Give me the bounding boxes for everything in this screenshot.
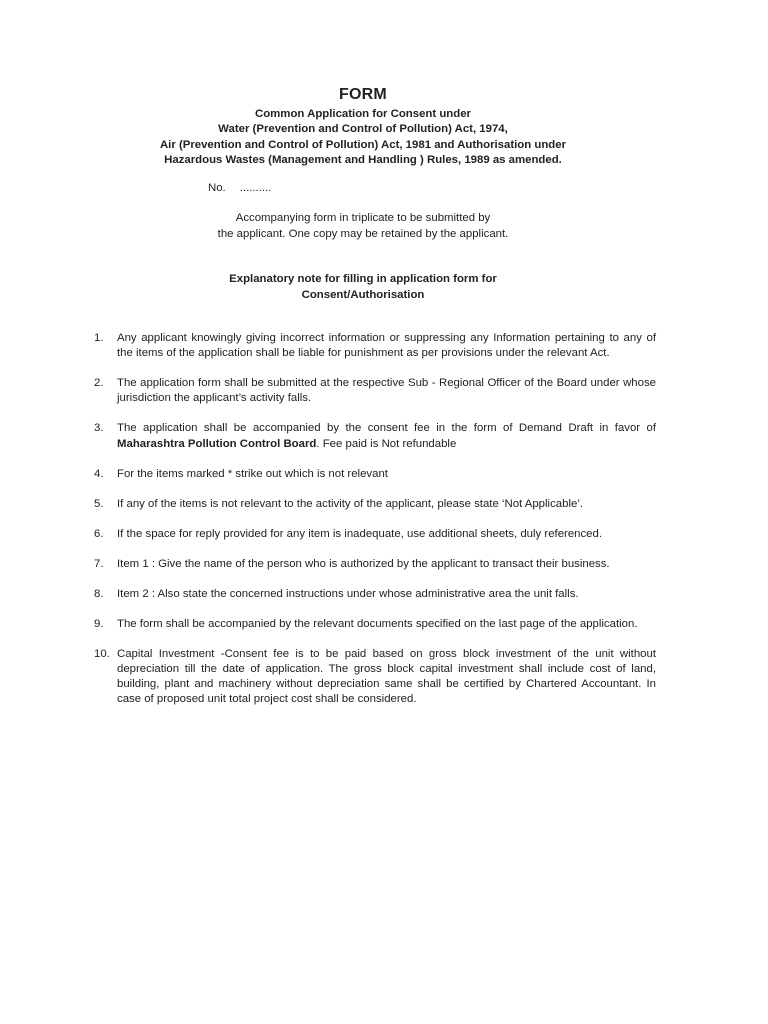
note-text: Item 1 : Give the name of the person who is authorized by the applicant to transact their business. [117,557,610,570]
list-item [94,497,656,512]
form-number-label: No. [208,182,226,194]
note-number: 7. [94,557,104,570]
note-text: The form shall be accompanied by the relevant documents specified on the last page of the application. [117,617,638,630]
board-name: Maharashtra Pollution Control Board [117,437,317,450]
list-item [94,467,656,482]
accompany-line: the applicant. One copy may be retained by the applicant. [217,227,509,240]
note-number: 4. [94,467,104,480]
note-number: 9. [94,617,104,630]
note-text: . Fee paid is Not refundable [316,437,457,450]
note-text: Any applicant knowingly giving incorrect information or suppressing any Information pertaining to any of the items of the application shall be liable for punishment as per provisions under the relevant Act. [117,332,656,360]
subtitle-line: Air (Prevention and Control of Pollution) Act, 1981 and Authorisation under [159,138,567,151]
note-number: 10. [94,647,110,660]
note-text: Item 2 : Also state the concerned instructions under whose administrative area the unit falls. [117,587,579,600]
subtitle-line: Hazardous Wastes (Management and Handling ) Rules, 1989 as amended. [164,153,562,166]
list-item [94,557,656,572]
explanatory-notes-list [94,331,656,722]
note-number: 8. [94,587,104,600]
form-number [208,182,271,194]
note-text: If the space for reply provided for any item is inadequate, use additional sheets, duly referenced. [117,527,603,540]
note-text: The application form shall be submitted at the respective Sub - Regional Officer of the Board under whose jurisdiction the applicant’s activity falls. [117,377,656,405]
list-item [94,617,656,632]
list-item [94,421,656,451]
subtitle-line: Water (Prevention and Control of Pollution) Act, 1974, [218,123,508,136]
note-text: Capital Investment -Consent fee is to be paid based on gross block investment of the unit without depreciation till the date of application. The gross block capital investment shall include cost of land, building, plant and machinery without depreciation same shall be certified by Chartered Accountant. In case of proposed unit total project cost shall be considered. [117,647,656,706]
form-title: FORM [339,86,387,103]
note-number: 2. [94,377,104,390]
explanatory-heading-line: Consent/Authorisation [301,288,425,301]
list-item [94,587,656,602]
note-number: 5. [94,497,104,510]
note-number: 3. [94,422,104,435]
list-item [94,376,656,406]
form-number-value: .......... [239,182,272,194]
explanatory-heading-line: Explanatory note for filling in application form for [229,273,497,285]
list-item [94,647,656,708]
accompany-line: Accompanying form in triplicate to be submitted by [235,212,491,224]
note-text: For the items marked * strike out which is not relevant [117,467,388,480]
accompany-instruction [0,211,726,242]
note-text: The application shall be accompanied by the consent fee in the form of Demand Draft in favor of [117,422,656,435]
subtitle-line: Common Application for Consent under [255,108,471,120]
list-item [94,331,656,361]
note-number: 6. [94,527,104,540]
form-subtitle [0,107,726,168]
list-item [94,527,656,542]
note-number: 1. [94,332,104,344]
note-text: If any of the items is not relevant to the activity of the applicant, please state ‘Not Applicable’. [117,497,584,510]
explanatory-heading [0,272,726,303]
